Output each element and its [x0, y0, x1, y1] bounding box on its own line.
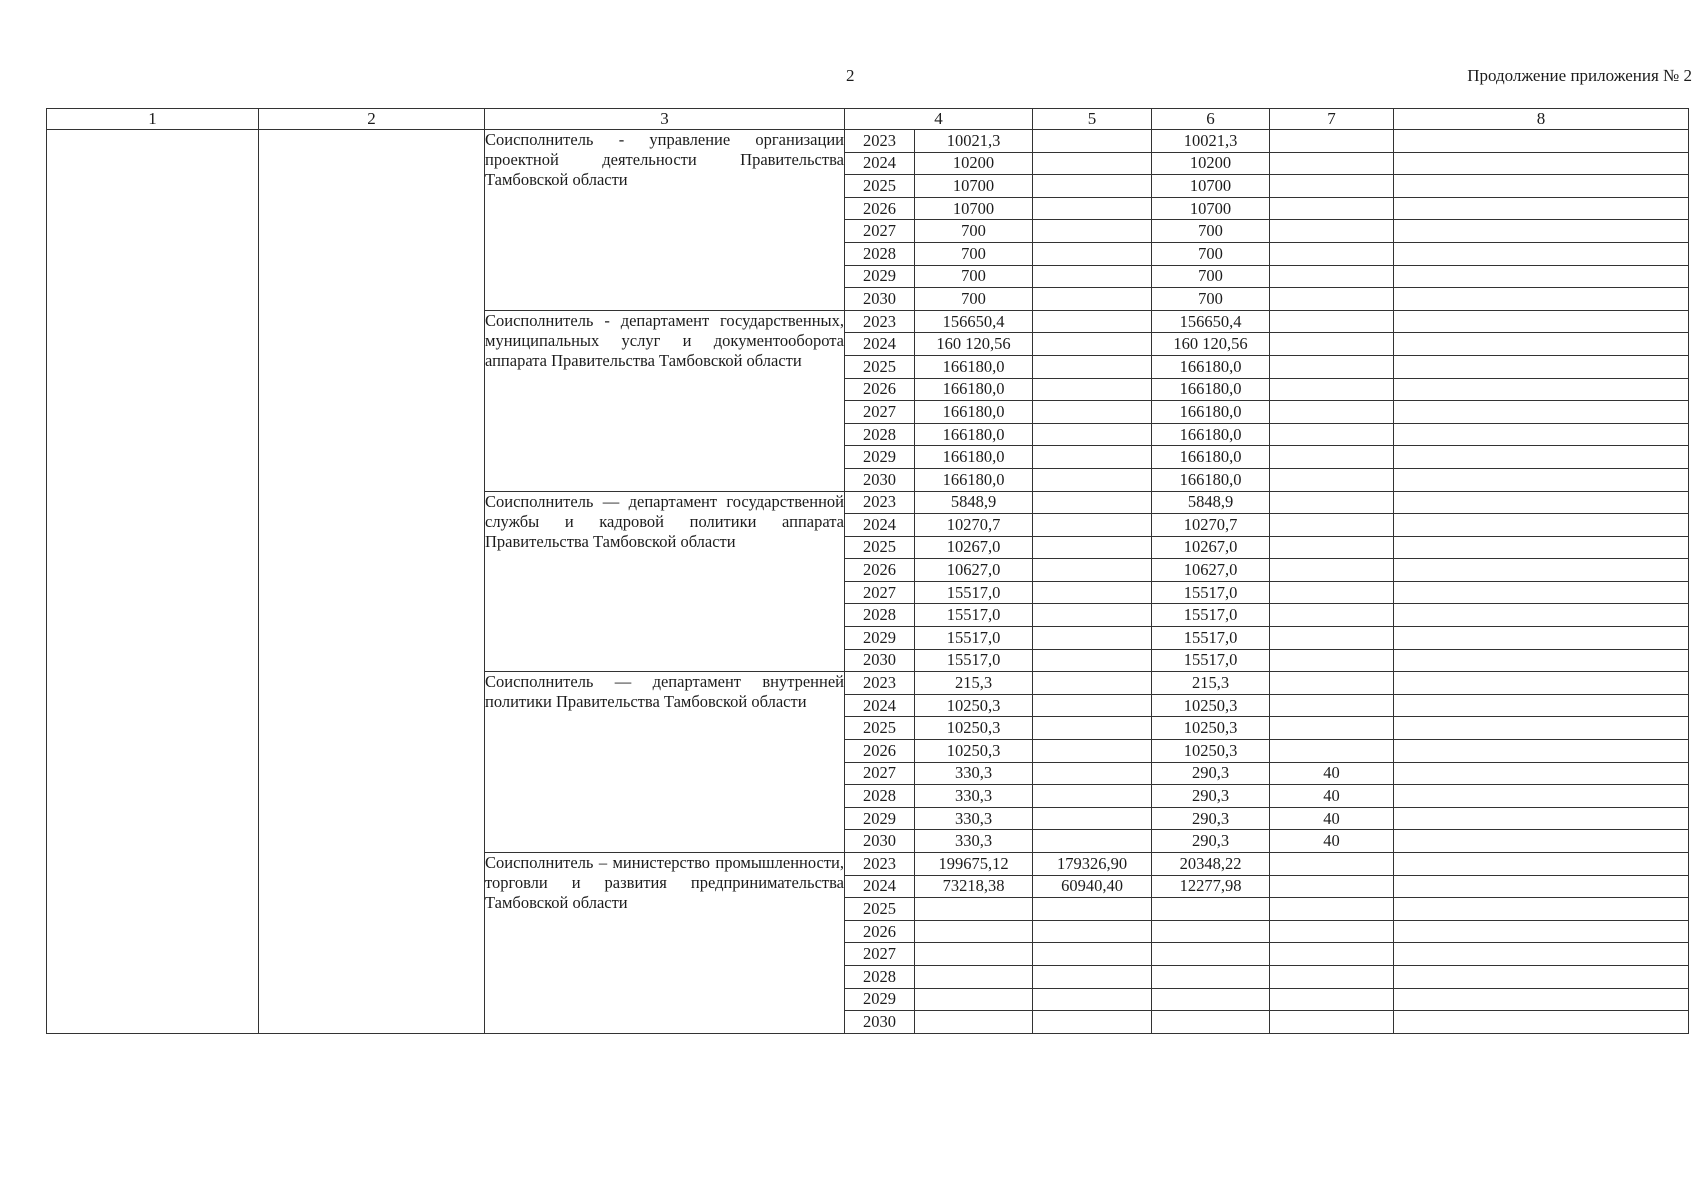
local-cell: [1270, 740, 1394, 763]
local-cell: [1270, 920, 1394, 943]
other-cell: [1394, 152, 1689, 175]
regional-cell: 166180,0: [1152, 401, 1270, 424]
local-cell: [1270, 898, 1394, 921]
year-cell: 2025: [845, 536, 915, 559]
regional-cell: 700: [1152, 265, 1270, 288]
other-cell: [1394, 446, 1689, 469]
regional-cell: 166180,0: [1152, 378, 1270, 401]
total-cell: 15517,0: [915, 581, 1033, 604]
year-cell: 2026: [845, 920, 915, 943]
local-cell: [1270, 672, 1394, 695]
year-cell: 2029: [845, 446, 915, 469]
regional-cell: 10021,3: [1152, 130, 1270, 153]
other-cell: [1394, 468, 1689, 491]
federal-cell: [1033, 1011, 1152, 1034]
local-cell: 40: [1270, 807, 1394, 830]
federal-cell: [1033, 197, 1152, 220]
total-cell: 10200: [915, 152, 1033, 175]
other-cell: [1394, 130, 1689, 153]
other-cell: [1394, 740, 1689, 763]
other-cell: [1394, 333, 1689, 356]
year-cell: 2025: [845, 355, 915, 378]
federal-cell: [1033, 288, 1152, 311]
federal-cell: [1033, 988, 1152, 1011]
other-cell: [1394, 717, 1689, 740]
year-cell: 2028: [845, 242, 915, 265]
local-cell: [1270, 220, 1394, 243]
other-cell: [1394, 514, 1689, 537]
regional-cell: 290,3: [1152, 830, 1270, 853]
col2-cell: [259, 130, 485, 1034]
year-cell: 2025: [845, 898, 915, 921]
year-cell: 2029: [845, 265, 915, 288]
year-cell: 2026: [845, 378, 915, 401]
regional-cell: [1152, 988, 1270, 1011]
regional-cell: 5848,9: [1152, 491, 1270, 514]
other-cell: [1394, 898, 1689, 921]
regional-cell: 700: [1152, 242, 1270, 265]
total-cell: 10021,3: [915, 130, 1033, 153]
other-cell: [1394, 265, 1689, 288]
total-cell: 330,3: [915, 830, 1033, 853]
column-header-4: 4: [845, 109, 1033, 130]
federal-cell: [1033, 175, 1152, 198]
total-cell: 166180,0: [915, 423, 1033, 446]
regional-cell: 10250,3: [1152, 694, 1270, 717]
other-cell: [1394, 694, 1689, 717]
local-cell: [1270, 536, 1394, 559]
local-cell: [1270, 988, 1394, 1011]
other-cell: [1394, 875, 1689, 898]
year-cell: 2030: [845, 288, 915, 311]
regional-cell: [1152, 898, 1270, 921]
federal-cell: [1033, 649, 1152, 672]
year-cell: 2030: [845, 468, 915, 491]
local-cell: 40: [1270, 762, 1394, 785]
federal-cell: [1033, 310, 1152, 333]
regional-cell: 156650,4: [1152, 310, 1270, 333]
local-cell: [1270, 333, 1394, 356]
year-cell: 2023: [845, 491, 915, 514]
column-header-8: 8: [1394, 109, 1689, 130]
local-cell: [1270, 943, 1394, 966]
other-cell: [1394, 604, 1689, 627]
local-cell: [1270, 1011, 1394, 1034]
column-header-5: 5: [1033, 109, 1152, 130]
year-cell: 2025: [845, 175, 915, 198]
local-cell: [1270, 649, 1394, 672]
year-cell: 2026: [845, 559, 915, 582]
year-cell: 2027: [845, 220, 915, 243]
federal-cell: [1033, 333, 1152, 356]
regional-cell: 10250,3: [1152, 717, 1270, 740]
other-cell: [1394, 1011, 1689, 1034]
other-cell: [1394, 581, 1689, 604]
year-cell: 2030: [845, 649, 915, 672]
regional-cell: 166180,0: [1152, 355, 1270, 378]
co-executor-name: Соисполнитель — департамент государственной службы и кадровой политики аппарата Правительства Тамбовской области: [485, 491, 845, 672]
total-cell: 700: [915, 265, 1033, 288]
year-cell: 2026: [845, 197, 915, 220]
co-executor-name: Соисполнитель — департамент внутренней политики Правительства Тамбовской области: [485, 672, 845, 853]
year-cell: 2027: [845, 762, 915, 785]
year-cell: 2028: [845, 423, 915, 446]
total-cell: 10250,3: [915, 740, 1033, 763]
year-cell: 2030: [845, 830, 915, 853]
year-cell: 2024: [845, 333, 915, 356]
table-row: [47, 130, 1689, 153]
other-cell: [1394, 920, 1689, 943]
regional-cell: 215,3: [1152, 672, 1270, 695]
other-cell: [1394, 536, 1689, 559]
total-cell: 160 120,56: [915, 333, 1033, 356]
local-cell: [1270, 694, 1394, 717]
column-header-6: 6: [1152, 109, 1270, 130]
total-cell: [915, 988, 1033, 1011]
federal-cell: [1033, 604, 1152, 627]
total-cell: 166180,0: [915, 355, 1033, 378]
local-cell: [1270, 197, 1394, 220]
total-cell: [915, 943, 1033, 966]
federal-cell: [1033, 446, 1152, 469]
year-cell: 2023: [845, 310, 915, 333]
local-cell: [1270, 468, 1394, 491]
other-cell: [1394, 762, 1689, 785]
federal-cell: [1033, 965, 1152, 988]
year-cell: 2023: [845, 130, 915, 153]
federal-cell: [1033, 830, 1152, 853]
federal-cell: [1033, 762, 1152, 785]
local-cell: [1270, 853, 1394, 876]
other-cell: [1394, 807, 1689, 830]
column-header-7: 7: [1270, 109, 1394, 130]
regional-cell: 10627,0: [1152, 559, 1270, 582]
local-cell: [1270, 491, 1394, 514]
federal-cell: [1033, 401, 1152, 424]
local-cell: [1270, 965, 1394, 988]
regional-cell: [1152, 1011, 1270, 1034]
appendix-continuation-note: Продолжение приложения № 2: [1467, 66, 1692, 85]
federal-cell: [1033, 491, 1152, 514]
local-cell: [1270, 559, 1394, 582]
total-cell: 156650,4: [915, 310, 1033, 333]
federal-cell: [1033, 265, 1152, 288]
regional-cell: 166180,0: [1152, 423, 1270, 446]
local-cell: 40: [1270, 830, 1394, 853]
year-cell: 2023: [845, 672, 915, 695]
regional-cell: 20348,22: [1152, 853, 1270, 876]
other-cell: [1394, 288, 1689, 311]
other-cell: [1394, 401, 1689, 424]
other-cell: [1394, 175, 1689, 198]
other-cell: [1394, 378, 1689, 401]
co-executor-name: Соисполнитель – министерство промышленности, торговли и развития предпринимательства Тамбовской области: [485, 853, 845, 1034]
local-cell: [1270, 581, 1394, 604]
local-cell: [1270, 446, 1394, 469]
federal-cell: [1033, 943, 1152, 966]
total-cell: 700: [915, 242, 1033, 265]
regional-cell: 10200: [1152, 152, 1270, 175]
regional-cell: 15517,0: [1152, 649, 1270, 672]
regional-cell: 15517,0: [1152, 604, 1270, 627]
local-cell: [1270, 175, 1394, 198]
federal-cell: 60940,40: [1033, 875, 1152, 898]
federal-cell: [1033, 581, 1152, 604]
other-cell: [1394, 672, 1689, 695]
other-cell: [1394, 853, 1689, 876]
federal-cell: [1033, 130, 1152, 153]
federal-cell: [1033, 717, 1152, 740]
total-cell: 10270,7: [915, 514, 1033, 537]
federal-cell: [1033, 536, 1152, 559]
other-cell: [1394, 242, 1689, 265]
federal-cell: [1033, 468, 1152, 491]
total-cell: 330,3: [915, 762, 1033, 785]
local-cell: [1270, 152, 1394, 175]
other-cell: [1394, 830, 1689, 853]
regional-cell: 10270,7: [1152, 514, 1270, 537]
other-cell: [1394, 649, 1689, 672]
local-cell: [1270, 242, 1394, 265]
federal-cell: [1033, 378, 1152, 401]
total-cell: 15517,0: [915, 649, 1033, 672]
federal-cell: [1033, 627, 1152, 650]
budget-table: [46, 108, 1689, 1034]
regional-cell: 700: [1152, 288, 1270, 311]
regional-cell: 12277,98: [1152, 875, 1270, 898]
total-cell: 700: [915, 288, 1033, 311]
local-cell: [1270, 717, 1394, 740]
regional-cell: 290,3: [1152, 762, 1270, 785]
regional-cell: [1152, 920, 1270, 943]
federal-cell: [1033, 242, 1152, 265]
federal-cell: [1033, 785, 1152, 808]
year-cell: 2027: [845, 401, 915, 424]
local-cell: [1270, 423, 1394, 446]
other-cell: [1394, 355, 1689, 378]
federal-cell: [1033, 423, 1152, 446]
federal-cell: [1033, 740, 1152, 763]
federal-cell: [1033, 920, 1152, 943]
local-cell: [1270, 875, 1394, 898]
other-cell: [1394, 785, 1689, 808]
table-body: [47, 130, 1689, 1034]
local-cell: [1270, 378, 1394, 401]
total-cell: 10250,3: [915, 694, 1033, 717]
year-cell: 2024: [845, 152, 915, 175]
federal-cell: [1033, 220, 1152, 243]
year-cell: 2029: [845, 627, 915, 650]
other-cell: [1394, 988, 1689, 1011]
year-cell: 2027: [845, 943, 915, 966]
year-cell: 2028: [845, 965, 915, 988]
other-cell: [1394, 310, 1689, 333]
total-cell: 330,3: [915, 807, 1033, 830]
federal-cell: [1033, 807, 1152, 830]
regional-cell: 700: [1152, 220, 1270, 243]
page-number: 2: [846, 66, 855, 85]
regional-cell: 290,3: [1152, 807, 1270, 830]
other-cell: [1394, 965, 1689, 988]
column-number-row: [47, 109, 1689, 130]
local-cell: [1270, 401, 1394, 424]
local-cell: [1270, 288, 1394, 311]
year-cell: 2028: [845, 604, 915, 627]
year-cell: 2023: [845, 853, 915, 876]
co-executor-name: Соисполнитель - департамент государственных, муниципальных услуг и документооборота аппарата Правительства Тамбовской области: [485, 310, 845, 491]
total-cell: [915, 965, 1033, 988]
regional-cell: 160 120,56: [1152, 333, 1270, 356]
other-cell: [1394, 627, 1689, 650]
total-cell: [915, 898, 1033, 921]
regional-cell: 15517,0: [1152, 627, 1270, 650]
total-cell: 330,3: [915, 785, 1033, 808]
regional-cell: 10700: [1152, 175, 1270, 198]
federal-cell: [1033, 514, 1152, 537]
total-cell: 10700: [915, 175, 1033, 198]
column-header-2: 2: [259, 109, 485, 130]
year-cell: 2029: [845, 988, 915, 1011]
regional-cell: 166180,0: [1152, 446, 1270, 469]
total-cell: 73218,38: [915, 875, 1033, 898]
total-cell: 10627,0: [915, 559, 1033, 582]
regional-cell: 10267,0: [1152, 536, 1270, 559]
total-cell: 5848,9: [915, 491, 1033, 514]
local-cell: [1270, 627, 1394, 650]
other-cell: [1394, 491, 1689, 514]
year-cell: 2024: [845, 875, 915, 898]
other-cell: [1394, 943, 1689, 966]
total-cell: 10250,3: [915, 717, 1033, 740]
total-cell: 10267,0: [915, 536, 1033, 559]
federal-cell: [1033, 559, 1152, 582]
year-cell: 2026: [845, 740, 915, 763]
total-cell: 700: [915, 220, 1033, 243]
column-header-1: 1: [47, 109, 259, 130]
year-cell: 2028: [845, 785, 915, 808]
total-cell: 215,3: [915, 672, 1033, 695]
year-cell: 2024: [845, 694, 915, 717]
regional-cell: [1152, 965, 1270, 988]
other-cell: [1394, 559, 1689, 582]
local-cell: [1270, 130, 1394, 153]
total-cell: 166180,0: [915, 401, 1033, 424]
federal-cell: [1033, 898, 1152, 921]
total-cell: 166180,0: [915, 446, 1033, 469]
total-cell: 15517,0: [915, 627, 1033, 650]
total-cell: [915, 920, 1033, 943]
federal-cell: [1033, 355, 1152, 378]
year-cell: 2024: [845, 514, 915, 537]
regional-cell: 10250,3: [1152, 740, 1270, 763]
column-header-3: 3: [485, 109, 845, 130]
regional-cell: 15517,0: [1152, 581, 1270, 604]
local-cell: [1270, 310, 1394, 333]
year-cell: 2025: [845, 717, 915, 740]
total-cell: 199675,12: [915, 853, 1033, 876]
year-cell: 2027: [845, 581, 915, 604]
total-cell: 10700: [915, 197, 1033, 220]
local-cell: [1270, 514, 1394, 537]
co-executor-name: Соисполнитель - управление организации проектной деятельности Правительства Тамбовской области: [485, 130, 845, 311]
regional-cell: 10700: [1152, 197, 1270, 220]
total-cell: 166180,0: [915, 378, 1033, 401]
local-cell: [1270, 265, 1394, 288]
federal-cell: [1033, 694, 1152, 717]
local-cell: [1270, 604, 1394, 627]
other-cell: [1394, 423, 1689, 446]
other-cell: [1394, 197, 1689, 220]
total-cell: 166180,0: [915, 468, 1033, 491]
federal-cell: [1033, 672, 1152, 695]
federal-cell: [1033, 152, 1152, 175]
regional-cell: [1152, 943, 1270, 966]
regional-cell: 290,3: [1152, 785, 1270, 808]
federal-cell: 179326,90: [1033, 853, 1152, 876]
year-cell: 2030: [845, 1011, 915, 1034]
other-cell: [1394, 220, 1689, 243]
col1-cell: [47, 130, 259, 1034]
local-cell: 40: [1270, 785, 1394, 808]
total-cell: 15517,0: [915, 604, 1033, 627]
local-cell: [1270, 355, 1394, 378]
total-cell: [915, 1011, 1033, 1034]
regional-cell: 166180,0: [1152, 468, 1270, 491]
year-cell: 2029: [845, 807, 915, 830]
